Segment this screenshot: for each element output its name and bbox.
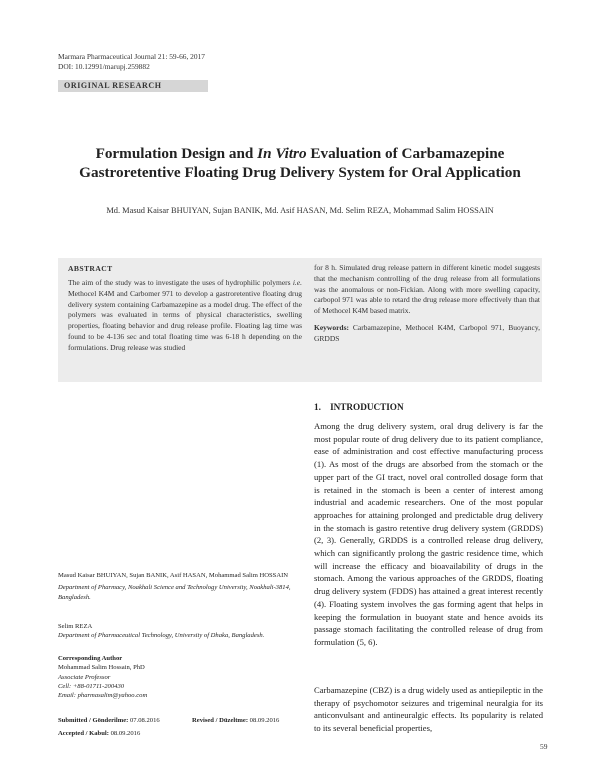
section-tag: ORIGINAL RESEARCH (58, 80, 208, 92)
affiliation-2 (58, 622, 320, 641)
introduction-paragraph-1: Among the drug delivery system, oral drug delivery is far the most popular route of drug delivery due to its patient compliance, ease of administration and cost effective manufacturing process (1). As most of the drugs are absorbed from the stomach or the upper part of the GI tract, novel oral controlled dosage form that is retained in the stomach is been a center of interest among industrial and academic researchers. One of the most popular approaches for attaining prolonged and predictable drug delivery in the stomach is gastro retentive drug delivery system (GRDDS) (2, 3). Generally, GRDDS is a controlled release drug delivery, which can significantly prolong the gastric residence time, which will increase the efficacy and bioavailability of drugs in the stomach. Among the various approaches of the GRDDS, floating drug delivery system (FDDS) has attained a great interest recently (4). Floating system involves the gas forming agent that helps in keeping the formulation in buoyant state and hence avoids its passage stomach facilitating the controlled release of drug from formulation (5, 6). (314, 421, 543, 647)
submitted-date: 07.08.2016 (128, 717, 160, 724)
journal-citation-block (58, 52, 205, 72)
corresponding-author-email: Email: pharmasalim@yahoo.com (58, 692, 148, 700)
abstract-left-column (68, 278, 302, 354)
introduction-heading: 1. INTRODUCTION (314, 402, 404, 412)
affiliation-1-dept: Department of Pharmacy, Noakhali Science and Technology University, Noakhali-3814, Bangladesh. (58, 584, 291, 601)
affiliation-1 (58, 571, 320, 602)
submitted-label: Submitted / Gönderilme: (58, 717, 129, 724)
affiliation-2-names: Selim REZA (58, 623, 93, 630)
page-number: 59 (540, 742, 548, 751)
title-part1: Formulation Design and (95, 145, 258, 162)
paper-title (60, 144, 540, 182)
keywords-text: Carbamazepine, Methocel K4M, Carbopol 971, Buoyancy, GRDDS (314, 322, 540, 343)
corresponding-author-name: Mohammad Salim Hossain, PhD (58, 664, 145, 672)
keywords (314, 323, 540, 345)
abstract-right-text: for 8 h. Simulated drug release pattern in different kinetic model suggests that the mechanism controlling of the drug release from all formulations was the anomalous or non-Fickian. Along with more swelling capacity, carbopol 971 was able to retard the drug release more effectively than that of Methocel K4M based matrix. (314, 263, 540, 316)
affiliation-2-dept: Department of Pharmaceutical Technology, University of Dhaka, Bangladesh. (58, 632, 265, 640)
author-list: Md. Masud Kaisar BHUIYAN, Sujan BANIK, Md. Asif HASAN, Md. Selim REZA, Mohammad Salim HOSSAIN (106, 206, 494, 215)
introduction-paragraph-2: Carbamazepine (CBZ) is a drug widely used as antiepileptic in the therapy of psychomotor seizures and trigeminal neuralgia for its anticonvulsant and antineuralgic effects. Its popularity is related to its several beneficial properties, (314, 685, 543, 734)
journal-citation: Marmara Pharmaceutical Journal 21: 59-66, 2017 (58, 52, 205, 61)
keywords-label: Keywords: (314, 322, 349, 332)
corresponding-author-cell: Cell: +88-01711-200430 (58, 682, 125, 690)
affiliation-1-names: Masud Kaisar BHUIYAN, Sujan BANIK, Asif HASAN, Mohammad Salim HOSSAIN (58, 572, 289, 579)
title-italic: In Vitro (257, 145, 307, 162)
abstract-left-post: Methocel K4M and Carbomer 971 to develop a gastroretentive floating drug delivery system containing Carbamazepine as a model drug. The effect of the polymers was evaluated in terms of physical characteristics, swelling properties, floating behavior and drug release profile. Floating lag time was found to be 4-136 sec and total floating time was 6-18 h depending on the formulations. Drug release was studied (68, 288, 302, 352)
corresponding-author-heading: Corresponding Author (58, 655, 123, 662)
abstract-right-column (314, 263, 540, 345)
accepted-label: Accepted / Kabul: (58, 729, 109, 737)
journal-doi: DOI: 10.12991/marupj.259882 (58, 62, 150, 71)
corresponding-author-title: Associate Professor (58, 673, 111, 681)
revised-label: Revised / Düzeltme: (192, 717, 249, 724)
revised-date: 08.09.2016 (248, 717, 280, 724)
submission-dates (58, 715, 320, 740)
abstract-heading: ABSTRACT (68, 264, 113, 273)
corresponding-author (58, 654, 320, 700)
abstract-left-pre: The aim of the study was to investigate the uses of hydrophilic polymers (68, 278, 293, 287)
title-part2: Evaluation of Carbamazepine Gastroretentive Floating Drug Delivery System for Oral Application (79, 145, 521, 181)
abstract-left-ie: i.e. (292, 278, 302, 287)
accepted-date: 08.09.2016 (108, 729, 141, 737)
